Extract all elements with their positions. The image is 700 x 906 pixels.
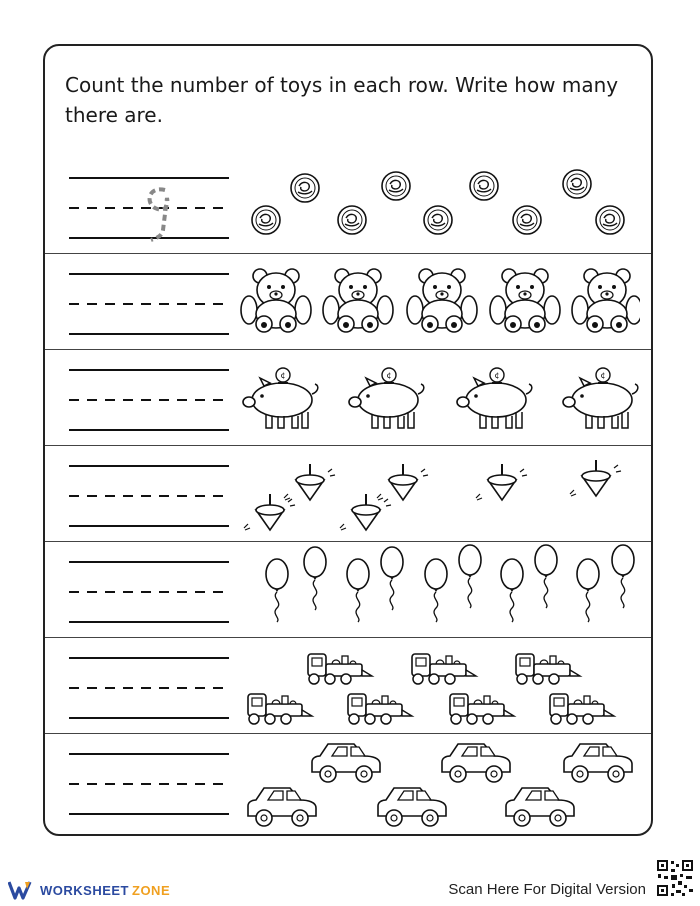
brand-name-secondary: ZONE [132,882,171,898]
spinning-top-icon [284,464,335,500]
marble-icon [338,206,366,234]
marble-icon [291,174,319,202]
traced-number-nine [150,189,168,240]
toy-train-icon [308,654,372,684]
spinning-top-icon [476,464,527,500]
spinning-top-icon [377,464,428,500]
teddy-bear-icon [490,269,560,332]
balloon-icon [577,559,599,622]
worksheet-card [43,44,653,836]
teddy-bear-icon [241,269,311,332]
answer-writing-lines[interactable] [69,554,229,626]
row-toy-trains [45,637,651,734]
toy-car-icon [442,744,510,782]
toy-group-balloons [240,544,640,636]
piggy-bank-icon [457,368,532,428]
toy-group-piggy-banks [240,352,640,444]
worksheet-zone-logo[interactable] [8,880,170,900]
marble-icon [424,206,452,234]
answer-writing-lines[interactable] [69,746,229,818]
balloon-icon [459,545,481,608]
balloon-icon [535,545,557,608]
toy-car-icon [506,788,574,826]
toy-train-icon [450,694,514,724]
toy-car-icon [248,788,316,826]
spinning-top-icon [340,494,391,530]
worksheet-zone-logo-icon [8,880,34,900]
toy-group-teddy-bears [240,256,640,348]
brand-name-primary: WORKSHEET [40,882,129,898]
marble-icon [470,172,498,200]
instructions-text: Count the number of toys in each row. Write how many there are. [65,73,619,127]
row-teddy-bears [45,253,651,350]
balloon-icon [266,559,288,622]
piggy-bank-icon [563,368,638,428]
marble-icon [596,206,624,234]
answer-writing-lines[interactable] [69,458,229,530]
toy-car-icon [312,744,380,782]
toy-train-icon [412,654,476,684]
answer-writing-lines[interactable] [69,650,229,722]
answer-writing-lines[interactable] [69,170,229,242]
toy-group-toy-cars [240,736,640,828]
toy-car-icon [378,788,446,826]
marble-icon [382,172,410,200]
row-spinning-tops [45,445,651,542]
toy-car-icon [564,744,632,782]
answer-writing-lines[interactable] [69,362,229,434]
balloon-icon [425,559,447,622]
toy-train-icon [348,694,412,724]
row-piggy-banks [45,349,651,446]
teddy-bear-icon [572,269,640,332]
toy-train-icon [516,654,580,684]
toy-group-marbles [240,162,640,254]
piggy-bank-icon [349,368,424,428]
toy-train-icon [550,694,614,724]
scan-text: Scan Here For Digital Version [448,881,646,898]
teddy-bear-icon [407,269,477,332]
marble-icon [252,206,280,234]
balloon-icon [381,547,403,610]
toy-train-icon [248,694,312,724]
balloon-icon [501,559,523,622]
balloon-icon [304,547,326,610]
marble-icon [563,170,591,198]
piggy-bank-icon [243,368,318,428]
qr-code-icon[interactable] [656,859,694,897]
row-balloons [45,541,651,638]
balloon-icon [347,559,369,622]
row-toy-cars [45,733,651,835]
toy-group-spinning-tops [240,448,640,540]
spinning-top-icon [570,460,621,496]
row-marbles [45,158,651,254]
toy-group-toy-trains [240,640,640,732]
answer-writing-lines[interactable] [69,266,229,338]
balloon-icon [612,545,634,608]
teddy-bear-icon [323,269,393,332]
marble-icon [513,206,541,234]
